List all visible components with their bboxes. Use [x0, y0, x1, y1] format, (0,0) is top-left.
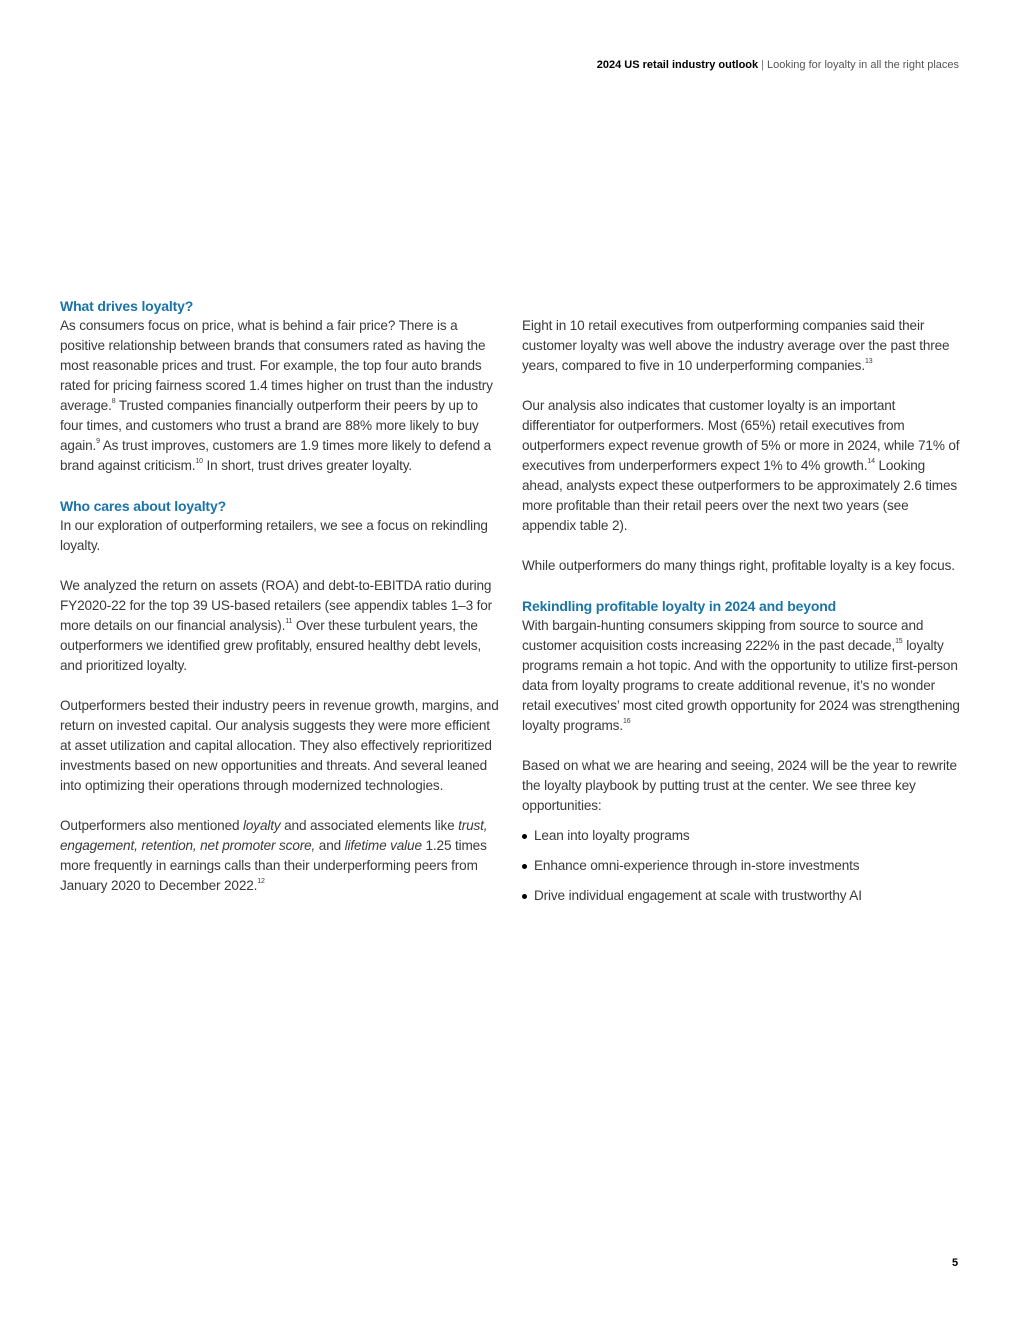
footnote-ref-14[interactable]: 14 — [867, 458, 875, 466]
footnote-ref-8[interactable]: 8 — [111, 398, 116, 406]
bullet-icon — [522, 834, 527, 839]
opportunities-list — [522, 826, 962, 906]
paragraph-differentiator: Our analysis also indicates that customer loyalty is an important differentiator for outperformers. Most (65%) retail executives from outperformers expect revenue growth of 5% or more in 2024, while 71% of executives from underperformers expect 1% to 4% growth.$^{14}$ Looking ahead, analysts expect these outperformers to be approximately 2.6 times more profitable than their retail peers over the next two years (see appendix table 2). — [522, 398, 960, 533]
list-item: Drive individual engagement at scale with trustworthy AI — [522, 886, 962, 906]
list-item: Enhance omni-experience through in-store investments — [522, 856, 962, 876]
heading-rekindling-loyalty: Rekindling profitable loyalty in 2024 and beyond — [522, 598, 837, 614]
heading-what-drives-loyalty: What drives loyalty? — [60, 298, 194, 314]
paragraph-analysis-roa: We analyzed the return on assets (ROA) and debt-to-EBITDA ratio during FY2020-22 for the top 39 US-based retailers (see appendix tables 1–3 for more details on our financial analysis).$^{11}$ Over these turbulent years, the outperformers we identified grew profitably, ensured healthy debt levels, and prioritized loyalty. — [60, 578, 493, 673]
paragraph-what-drives-loyalty: As consumers focus on price, what is behind a fair price? There is a positive relationship between brands that consumers rated as having the most reasonable prices and trust. For example, the top four auto brands rated for pricing fairness scored 1.4 times higher on trust than the industry average.$^8$ Trusted companies financially outperform their peers by up to four times, and customers who trust a brand are 88% more likely to buy again.$^9$ As trust improves, customers are 1.9 times more likely to defend a brand against criticism.$^{10}$ In short, trust drives greater loyalty. — [60, 318, 493, 473]
footnote-ref-11[interactable]: 11 — [285, 618, 293, 626]
paragraph-three-opportunities: Based on what we are hearing and seeing, 2024 will be the year to rewrite the loyalty playbook by putting trust at the center. We see three key opportunities: — [522, 758, 957, 813]
footnote-ref-9[interactable]: 9 — [96, 438, 100, 446]
paragraph-exploration: In our exploration of outperforming retailers, we see a focus on rekindling loyalty. — [60, 518, 488, 553]
header-separator: | — [761, 59, 764, 71]
footnote-ref-16[interactable]: 16 — [622, 718, 631, 726]
paragraph-outperformers-mentioned: Outperformers also mentioned loyalty and associated elements like trust, engagement, retention, net promoter score, and lifetime value 1.25 times more frequently in earnings calls than their underperforming peers from January 2020 to December 2022.12 — [60, 818, 488, 893]
report-title: 2024 US retail industry outlook — [596, 59, 759, 71]
left-column — [60, 296, 500, 916]
page-number: 5 — [952, 1257, 959, 1269]
heading-who-cares-about-loyalty: Who cares about loyalty? — [60, 498, 226, 514]
report-subtitle: Looking for loyalty in all the right places — [767, 59, 959, 71]
running-header — [597, 57, 959, 73]
paragraph-eight-in-ten: Eight in 10 retail executives from outperforming companies said their customer loyalty was well above the industry average over the past three years, compared to five in 10 underperforming companies.$^{13}$ — [522, 318, 950, 373]
footnote-ref-12[interactable]: 12 — [257, 878, 265, 886]
footnote-ref-13[interactable]: 13 — [864, 358, 873, 366]
paragraph-key-focus: While outperformers do many things right, profitable loyalty is a key focus. — [522, 558, 955, 573]
footnote-ref-10[interactable]: 10 — [195, 458, 203, 466]
right-column — [522, 316, 962, 916]
list-item: Lean into loyalty programs — [522, 826, 962, 846]
paragraph-bargain-hunting: With bargain-hunting consumers skipping from source to source and customer acquisition costs increasing 222% in the past decade,$^{15}$ loyalty programs remain a hot topic. And with the opportunity to utilize first-person data from loyalty programs to create additional revenue, it’s no wonder retail executives’ most cited growth opportunity for 2024 was strengthening loyalty programs.$^{16}$ — [522, 618, 960, 733]
footnote-ref-15[interactable]: 15 — [895, 638, 903, 646]
bullet-icon — [522, 894, 527, 899]
paragraph-outperformers-bested: Outperformers bested their industry peers in revenue growth, margins, and return on invested capital. Our analysis suggests they were more efficient at asset utilization and capital allocation. They also effectively reprioritized investments based on new opportunities and threats. And several leaned into optimizing their operations through modernized technologies. — [60, 698, 499, 793]
bullet-icon — [522, 864, 527, 869]
